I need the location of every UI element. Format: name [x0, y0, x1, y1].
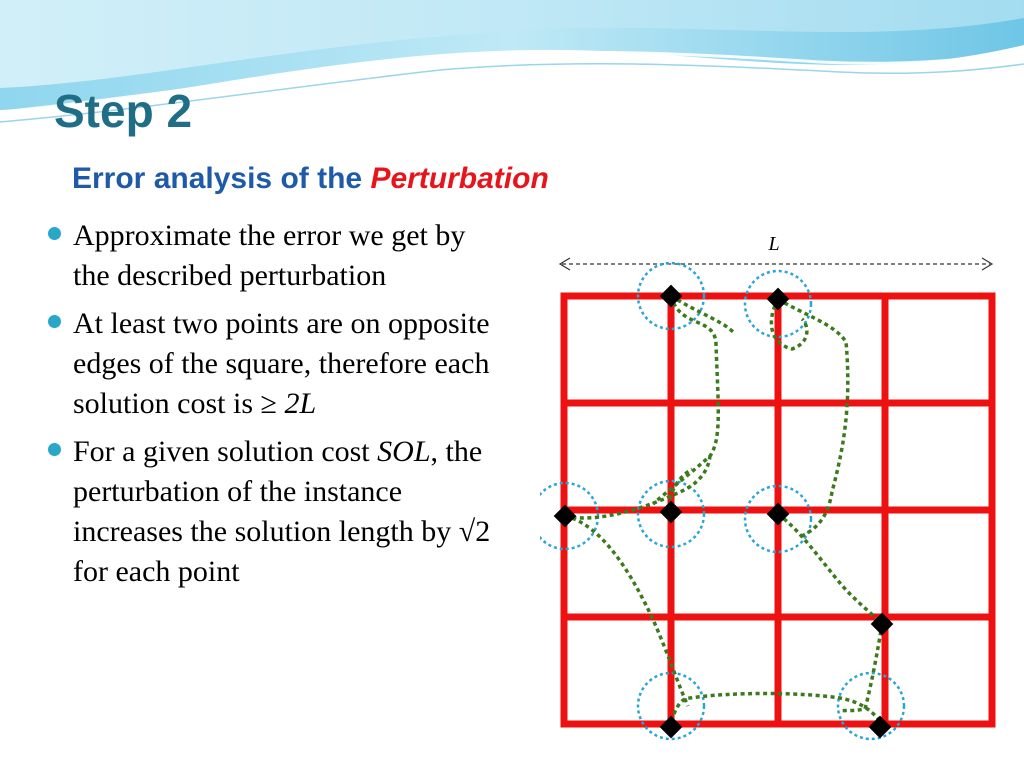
dimension-label: L: [768, 233, 780, 255]
point-marker: [767, 288, 790, 311]
bullet-text: At least two points are on opposite edges of the square, therefore each solution cost is ≥: [73, 307, 490, 420]
perturbation-circles: [540, 263, 904, 739]
slide-subtitle: [72, 162, 549, 196]
bullet-text: Approximate the error we get by the described perturbation: [73, 219, 466, 292]
perturbation-diagram: [540, 224, 1010, 754]
point-marker: [660, 501, 683, 524]
point-marker: [660, 716, 683, 739]
bullet-item: [46, 216, 506, 296]
point-marker: [660, 285, 683, 308]
bullet-math: SOL: [377, 435, 431, 468]
bullet-dot-icon: [48, 227, 61, 240]
slide-title: Step 2: [54, 85, 193, 137]
bullet-item: [46, 304, 506, 424]
bullet-list: [46, 216, 506, 600]
bullet-math: 2L: [284, 387, 317, 420]
bullet-dot-icon: [48, 443, 61, 456]
bullet-dot-icon: [48, 315, 61, 328]
bullet-text-after: , the perturbation of the instance increases the solution length by √2 for each point: [73, 435, 491, 588]
subtitle-prefix: Error analysis of the: [72, 162, 371, 195]
bullet-text: For a given solution cost: [73, 435, 378, 468]
subtitle-highlight: Perturbation: [370, 162, 549, 195]
dimension-arrow: [560, 258, 992, 270]
bullet-item: [46, 432, 506, 592]
